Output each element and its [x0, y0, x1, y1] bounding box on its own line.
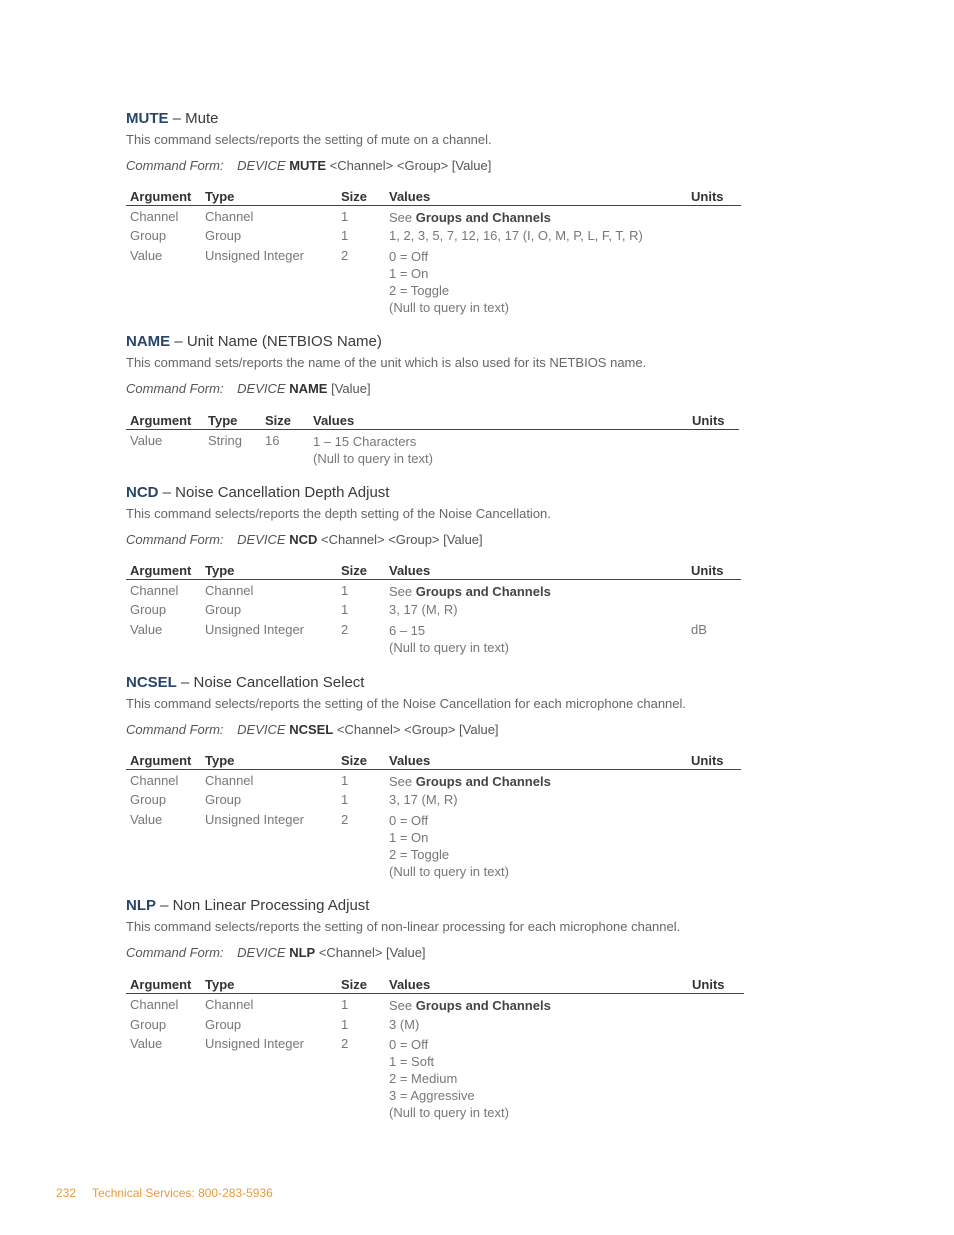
section-ncsel	[126, 674, 746, 879]
command-title: – Non Linear Processing Adjust	[160, 897, 370, 914]
cell-units: dB	[691, 622, 707, 637]
header-type: Type	[205, 563, 235, 578]
command-form-label: Command Form:	[126, 532, 224, 547]
command-code: NCSEL	[126, 674, 177, 691]
value-line: (Null to query in text)	[389, 300, 509, 315]
argument-table	[126, 188, 741, 315]
header-argument: Argument	[130, 189, 192, 204]
command-device: DEVICE	[237, 945, 286, 960]
cell-type: Group	[205, 602, 242, 617]
command-args: <Channel> [Value]	[318, 945, 426, 960]
command-keyword: NCD	[289, 532, 318, 547]
value-line: 2 = Medium	[389, 1071, 458, 1086]
command-device: DEVICE	[237, 381, 286, 396]
command-code: MUTE	[126, 110, 169, 127]
cell-size: 1	[341, 228, 349, 243]
cell-argument: Value	[130, 248, 163, 263]
value-line: 2 = Toggle	[389, 283, 450, 298]
value-line: 1 – 15 Characters	[313, 434, 417, 449]
cell-type: Unsigned Integer	[205, 248, 305, 263]
cell-values: 3, 17 (M, R)	[389, 792, 458, 807]
cell-type: String	[208, 433, 242, 448]
groups-channels-ref: Groups and Channels	[415, 998, 551, 1013]
cell-size: 2	[341, 1036, 349, 1051]
table-header	[126, 188, 741, 206]
value-line: 0 = Off	[389, 813, 429, 828]
header-size: Size	[341, 977, 368, 992]
cell-size: 2	[341, 812, 349, 827]
cell-type: Group	[205, 792, 242, 807]
cell-values: 1, 2, 3, 5, 7, 12, 16, 17 (I, O, M, P, L, F, T, R)	[389, 228, 643, 243]
command-args: <Channel> <Group> [Value]	[329, 158, 492, 173]
command-description: This command selects/reports the setting of non-linear processing for each microphone channel.	[126, 919, 681, 934]
header-values: Values	[389, 977, 431, 992]
cell-values	[313, 433, 433, 467]
groups-channels-ref: Groups and Channels	[415, 584, 551, 599]
command-description: This command selects/reports the setting of mute on a channel.	[126, 132, 492, 147]
cell-size: 16	[265, 433, 280, 448]
cell-type: Group	[205, 1017, 242, 1032]
cell-size: 1	[341, 792, 349, 807]
cell-values	[389, 248, 509, 316]
value-line: 1 = On	[389, 830, 429, 845]
value-line: 3 = Aggressive	[389, 1088, 475, 1103]
command-form	[126, 722, 746, 738]
table-header	[126, 976, 744, 994]
command-description: This command sets/reports the name of the unit which is also used for its NETBIOS name.	[126, 355, 647, 370]
header-units: Units	[692, 413, 725, 428]
cell-argument: Value	[130, 433, 163, 448]
page-number: 232	[56, 1186, 77, 1200]
cell-argument: Channel	[130, 583, 179, 598]
cell-size: 2	[341, 622, 349, 637]
cell-type: Unsigned Integer	[205, 1036, 305, 1051]
cell-type: Channel	[205, 209, 254, 224]
command-args: [Value]	[331, 381, 371, 396]
header-argument: Argument	[130, 413, 192, 428]
command-device: DEVICE	[237, 158, 286, 173]
value-line: 2 = Toggle	[389, 847, 450, 862]
command-title: – Mute	[172, 110, 219, 127]
header-units: Units	[691, 563, 724, 578]
section-heading	[126, 110, 746, 128]
section-heading	[126, 333, 746, 351]
cell-size: 1	[341, 773, 349, 788]
header-values: Values	[389, 189, 431, 204]
header-size: Size	[265, 413, 292, 428]
value-line: 1 = On	[389, 266, 429, 281]
value-line: 6 – 15	[389, 623, 426, 638]
cell-values: 3 (M)	[389, 1017, 420, 1032]
cell-type: Unsigned Integer	[205, 622, 305, 637]
argument-table	[126, 412, 739, 466]
argument-table	[126, 562, 741, 655]
header-units: Units	[691, 753, 724, 768]
cell-argument: Group	[130, 1017, 167, 1032]
cell-values	[389, 622, 509, 656]
cell-argument: Channel	[130, 997, 179, 1012]
header-size: Size	[341, 753, 368, 768]
command-code: NAME	[126, 333, 171, 350]
command-title: – Unit Name (NETBIOS Name)	[174, 333, 382, 350]
cell-size: 1	[341, 1017, 349, 1032]
header-values: Values	[389, 563, 431, 578]
cell-size: 1	[341, 602, 349, 617]
table-header	[126, 752, 741, 770]
command-form-label: Command Form:	[126, 722, 224, 737]
section-heading	[126, 484, 746, 502]
cell-type: Unsigned Integer	[205, 812, 305, 827]
cell-argument: Group	[130, 228, 167, 243]
cell-argument: Channel	[130, 209, 179, 224]
header-units: Units	[691, 189, 724, 204]
section-mute	[126, 110, 746, 315]
value-line: (Null to query in text)	[389, 640, 509, 655]
cell-values: See Groups and Channels	[389, 774, 551, 789]
section-name	[126, 333, 746, 466]
cell-argument: Value	[130, 1036, 163, 1051]
cell-argument: Value	[130, 622, 163, 637]
command-form	[126, 158, 746, 174]
groups-channels-ref: Groups and Channels	[415, 210, 551, 225]
header-type: Type	[205, 189, 235, 204]
header-argument: Argument	[130, 977, 192, 992]
header-type: Type	[205, 753, 235, 768]
footer-text: Technical Services: 800-283-5936	[92, 1186, 273, 1200]
header-argument: Argument	[130, 753, 192, 768]
header-units: Units	[692, 977, 725, 992]
cell-type: Channel	[205, 997, 254, 1012]
cell-values: 3, 17 (M, R)	[389, 602, 458, 617]
header-size: Size	[341, 563, 368, 578]
page-footer	[56, 1186, 273, 1200]
cell-size: 2	[341, 248, 349, 263]
value-line: 1 = Soft	[389, 1054, 435, 1069]
command-code: NCD	[126, 484, 159, 501]
section-nlp	[126, 897, 746, 1120]
cell-size: 1	[341, 997, 349, 1012]
header-values: Values	[313, 413, 355, 428]
cell-values: See Groups and Channels	[389, 998, 551, 1013]
command-title: – Noise Cancellation Select	[181, 674, 365, 691]
table-header	[126, 412, 739, 430]
header-size: Size	[341, 189, 368, 204]
cell-size: 1	[341, 209, 349, 224]
cell-values	[389, 812, 509, 880]
cell-type: Group	[205, 228, 242, 243]
cell-size: 1	[341, 583, 349, 598]
argument-table	[126, 976, 744, 1120]
command-keyword: MUTE	[289, 158, 327, 173]
command-description: This command selects/reports the setting of the Noise Cancellation for each microphone channel.	[126, 696, 687, 711]
command-keyword: NCSEL	[289, 722, 334, 737]
header-type: Type	[205, 977, 235, 992]
command-args: <Channel> <Group> [Value]	[336, 722, 499, 737]
command-code: NLP	[126, 897, 156, 914]
command-keyword: NAME	[289, 381, 328, 396]
command-device: DEVICE	[237, 532, 286, 547]
value-line: (Null to query in text)	[389, 864, 509, 879]
command-description: This command selects/reports the depth setting of the Noise Cancellation.	[126, 506, 551, 521]
command-form-label: Command Form:	[126, 945, 224, 960]
cell-values: See Groups and Channels	[389, 584, 551, 599]
command-form	[126, 381, 746, 397]
command-form	[126, 532, 746, 548]
command-args: <Channel> <Group> [Value]	[320, 532, 483, 547]
value-line: (Null to query in text)	[313, 451, 433, 466]
section-ncd	[126, 484, 746, 655]
command-form-label: Command Form:	[126, 381, 224, 396]
value-line: 0 = Off	[389, 1037, 429, 1052]
cell-type: Channel	[205, 773, 254, 788]
section-heading	[126, 674, 746, 692]
command-keyword: NLP	[289, 945, 316, 960]
header-values: Values	[389, 753, 431, 768]
header-type: Type	[208, 413, 238, 428]
value-line: 0 = Off	[389, 249, 429, 264]
cell-values	[389, 1036, 509, 1121]
section-heading	[126, 897, 746, 915]
table-header	[126, 562, 741, 580]
command-device: DEVICE	[237, 722, 286, 737]
argument-table	[126, 752, 741, 879]
header-argument: Argument	[130, 563, 192, 578]
cell-values: See Groups and Channels	[389, 210, 551, 225]
cell-argument: Value	[130, 812, 163, 827]
cell-argument: Group	[130, 602, 167, 617]
command-form	[126, 945, 746, 961]
cell-argument: Group	[130, 792, 167, 807]
cell-argument: Channel	[130, 773, 179, 788]
command-form-label: Command Form:	[126, 158, 224, 173]
cell-type: Channel	[205, 583, 254, 598]
value-line: (Null to query in text)	[389, 1105, 509, 1120]
command-title: – Noise Cancellation Depth Adjust	[162, 484, 390, 501]
groups-channels-ref: Groups and Channels	[415, 774, 551, 789]
